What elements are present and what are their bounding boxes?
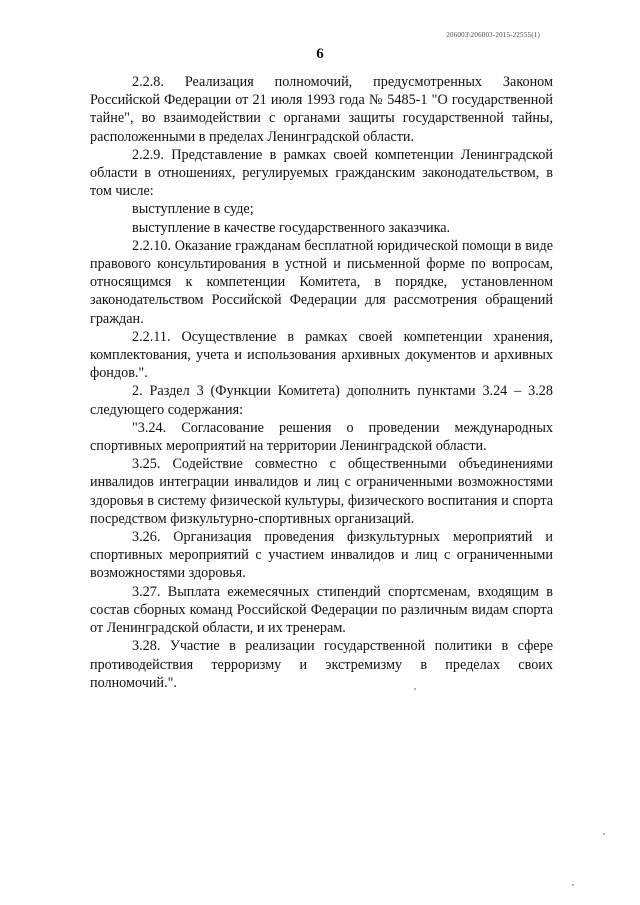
document-body xyxy=(90,73,553,692)
paragraph-3-24: "3.24. Согласование решения о проведении международных спортивных мероприятий на территории Ленинградской области. xyxy=(90,419,553,455)
paragraph-2-2-11: 2.2.11. Осуществление в рамках своей компетенции хранения, комплектования, учета и использования архивных документов и архивных фондов.". xyxy=(90,328,553,382)
scan-speck xyxy=(414,688,416,690)
paragraph-3-25: 3.25. Содействие совместно с общественными объединениями инвалидов интеграции инвалидов и лиц с ограниченными возможностями здоровья в систему физической культуры, физического воспитания и спорта посредством физкультурно-спортивных организаций. xyxy=(90,456,553,527)
paragraph-section-3-amendment: 2. Раздел 3 (Функции Комитета) дополнить пунктами 3.24 – 3.28 следующего содержания: xyxy=(90,383,553,418)
list-item-court: выступление в суде; xyxy=(132,201,254,218)
scan-speck xyxy=(572,884,574,886)
scan-speck xyxy=(603,833,605,835)
paragraph-2-2-8: 2.2.8. Реализация полномочий, предусмотренных Законом Российской Федерации от 21 июля 1993 года № 5485-1 "О государственной тайне", во взаимодействии с органами защиты государственной тайны, расположенными в пределах Ленинградской области. xyxy=(90,74,553,145)
list-item-customer: выступление в качестве государственного заказчика. xyxy=(132,219,451,236)
paragraph-3-26: 3.26. Организация проведения физкультурных мероприятий и спортивных мероприятий с участием инвалидов и лиц с ограниченными возможностями здоровья. xyxy=(90,529,553,582)
paragraph-2-2-9: 2.2.9. Представление в рамках своей компетенции Ленинградской области в отношениях, регулируемых гражданским законодательством, в том числе: xyxy=(90,146,553,200)
paragraph-3-27: 3.27. Выплата ежемесячных стипендий спортсменам, входящим в состав сборных команд Российской Федерации по различным видам спорта от Ленинградской области, и их тренерам. xyxy=(90,583,553,637)
page-number: 6 xyxy=(316,46,324,62)
paragraph-3-28: 3.28. Участие в реализации государственной политики в сфере противодействия терроризму и экстремизму в пределах своих полномочий.". xyxy=(90,638,553,691)
paragraph-2-2-10: 2.2.10. Оказание гражданам бесплатной юридической помощи в виде правового консультирования в устной и письменной форме по вопросам, относящимся к компетенции Комитета, в порядке, установленном законодательством Российской Федерации для рассмотрения обращений граждан. xyxy=(90,237,553,327)
document-code: 206003\206003-2015-22555(1) xyxy=(446,31,540,39)
